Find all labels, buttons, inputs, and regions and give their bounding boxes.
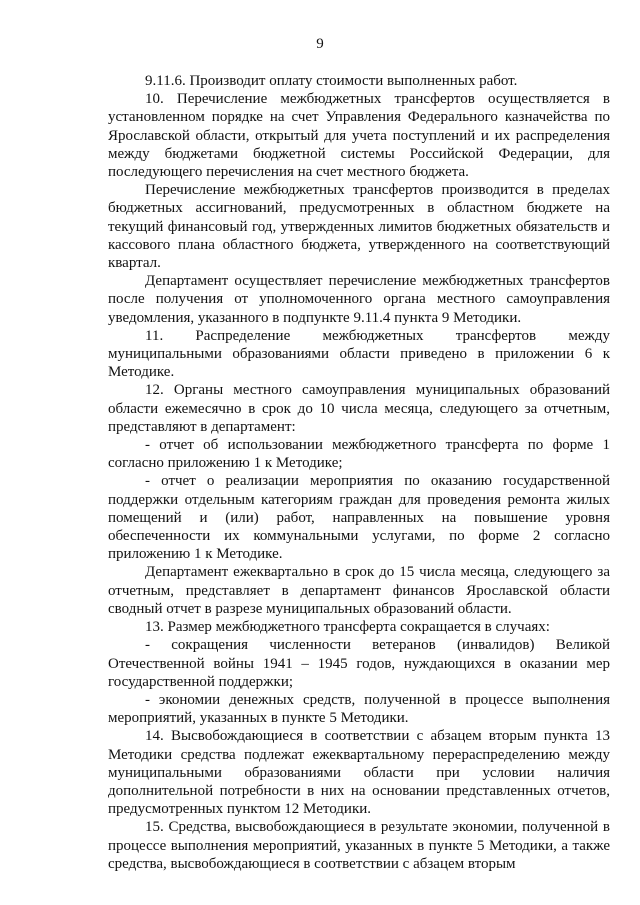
paragraph: 15. Средства, высвобождающиеся в результате экономии, полученной в процессе выполнения мероприятий, указанных в пункте 5 Методики, а также средства, высвобождающиеся в соответствии с абзацем вторым <box>108 819 610 872</box>
paragraph: 11. Распределение межбюджетных трансфертов между муниципальными образованиями области приведено в приложении 6 к Методике. <box>108 327 610 381</box>
paragraph: 14. Высвобождающиеся в соответствии с абзацем вторым пункта 13 Методики средства подлежат ежеквартальному перераспределению между муниципальными образованиями области при условии наличия дополнительной потребности в них на основании представленных отчетов, предусмотренных пунктом 12 Методики. <box>108 728 610 818</box>
paragraph: 9.11.6. Производит оплату стоимости выполненных работ. <box>145 73 518 89</box>
body-text <box>108 72 610 873</box>
paragraph: Перечисление межбюджетных трансфертов производится в пределах бюджетных ассигнований, предусмотренных в областном бюджете на текущий финансовый год, утвержденных лимитов бюджетных обязательств и кассового плана областного бюджета, утвержденного на соответствующий квартал. <box>108 182 610 272</box>
paragraph: - отчет о реализации мероприятия по оказанию государственной поддержки отдельным категориям граждан для проведения ремонта жилых помещений и (или) работ, направленных на повышение уровня обеспеченности их коммунальными услугами, по форме 2 согласно приложению 1 к Методике. <box>108 473 610 563</box>
paragraph: 10. Перечисление межбюджетных трансфертов осуществляется в установленном порядке на счет Управления Федерального казначейства по Ярославской области, открытый для учета поступлений и их распределения между бюджетами бюджетной системы Российской Федерации, для последующего перечисления на счет местного бюджета. <box>108 91 610 181</box>
page-number: 9 <box>316 36 324 52</box>
paragraph: Департамент ежеквартально в срок до 15 числа месяца, следующего за отчетным, представляет в департамент финансов Ярославской области сводный отчет в разрезе муниципальных образований области. <box>108 564 610 617</box>
paragraph: - экономии денежных средств, полученной в процессе выполнения мероприятий, указанных в пункте 5 Методики. <box>108 691 610 727</box>
paragraph: - отчет об использовании межбюджетного трансферта по форме 1 согласно приложению 1 к Методике; <box>108 437 610 472</box>
paragraph: 13. Размер межбюджетного трансферта сокращается в случаях: <box>145 619 550 636</box>
paragraph: - сокращения численности ветеранов (инвалидов) Великой Отечественной войны 1941 – 1945 годов, нуждающихся в оказании мер государственной поддержки; <box>108 637 610 690</box>
paragraph: 12. Органы местного самоуправления муниципальных образований области ежемесячно в срок до 10 числа месяца, следующего за отчетным, представляют в департамент: <box>108 382 610 435</box>
paragraph: Департамент осуществляет перечисление межбюджетных трансфертов после получения от уполномоченного органа местного самоуправления уведомления, указанного в подпункте 9.11.4 пункта 9 Методики. <box>108 273 610 326</box>
